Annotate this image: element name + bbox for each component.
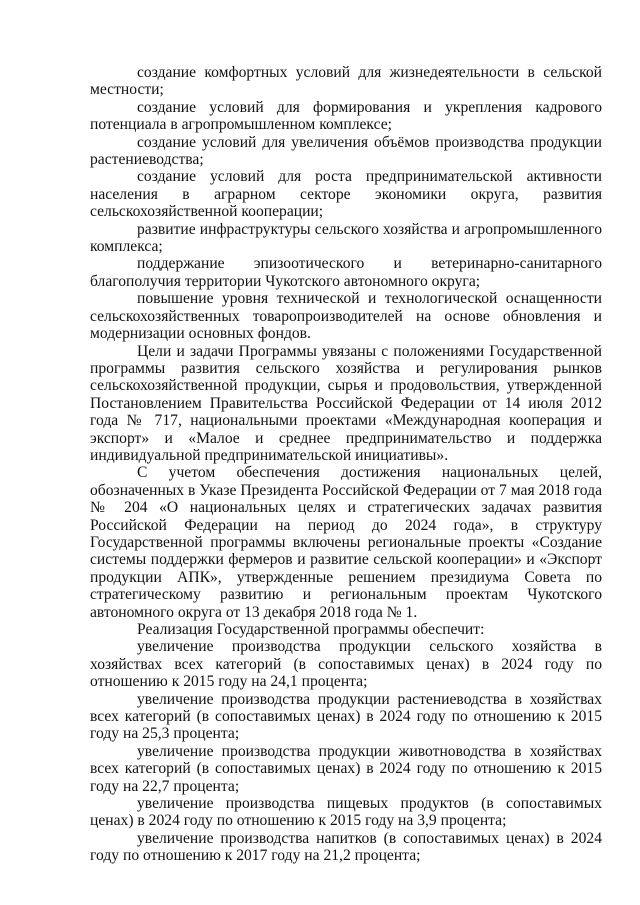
- paragraph-crop-production: создание условий для увеличения объёмов производства продукции растениеводства;: [90, 133, 602, 169]
- paragraph-agriculture-increase: увеличение производства продукции сельского хозяйства в хозяйствах всех категорий (в сопоставимых ценах) в 2024 году по отношению к 2015 году на 24,1 процента;: [90, 638, 602, 691]
- paragraph-veterinary: поддержание эпизоотического и ветеринарно-санитарного благополучия территории Чукотского автономного округа;: [90, 255, 602, 290]
- paragraph-entrepreneurship: создание условий для роста предпринимательской активности населения в аграрном секторе экономики округа, развития сельскохозяйственной кооперации;: [90, 168, 602, 221]
- paragraph-technical-equipment: повышение уровня технической и технологической оснащенности сельскохозяйственных товаропроизводителей на основе обновления и модернизации основных фондов.: [90, 290, 602, 343]
- paragraph-beverages-increase: увеличение производства напитков (в сопоставимых ценах) в 2024 году по отношению к 2017 году на 21,2 процента;: [90, 829, 602, 865]
- paragraph-personnel-potential: создание условий для формирования и укрепления кадрового потенциала в агропромышленном комплексе;: [90, 98, 602, 134]
- paragraph-food-increase: увеличение производства пищевых продуктов (в сопоставимых ценах) в 2024 году по отношению к 2015 году на 3,9 процента;: [90, 795, 602, 830]
- paragraph-infrastructure: развитие инфраструктуры сельского хозяйства и агропромышленного комплекса;: [90, 220, 602, 256]
- paragraph-implementation-intro: Реализация Государственной программы обеспечит:: [137, 621, 485, 638]
- document-body: [90, 64, 602, 865]
- paragraph-comfort-conditions: создание комфортных условий для жизнедеятельности в сельской местности;: [90, 64, 602, 99]
- paragraph-crop-increase: увеличение производства продукции растениеводства в хозяйствах всех категорий (в сопоставимых ценах) в 2024 году по отношению к 2015 году на 25,3 процента;: [90, 690, 602, 743]
- paragraph-goals-linked: Цели и задачи Программы увязаны с положениями Государственной программы развития сельского хозяйства и регулирования рынков сельскохозяйственной продукции, сырья и продовольствия, утвержденной Постановлением Правительства Российской Федерации от 14 июля 2012 года № 717, национальными проектами «Международная кооперация и экспорт» и «Малое и среднее предпринимательство и поддержка индивидуальной предпринимательской инициативы».: [90, 342, 602, 464]
- paragraph-livestock-increase: увеличение производства продукции животноводства в хозяйствах всех категорий (в сопоставимых ценах) в 2024 году по отношению к 2015 году на 22,7 процента;: [90, 742, 602, 795]
- paragraph-national-goals: С учетом обеспечения достижения национальных целей, обозначенных в Указе Президента Российской Федерации от 7 мая 2018 года № 204 «О национальных целях и стратегических задачах развития Российской Федерации на период до 2024 года», в структуру Государственной программы включены региональные проекты «Создание системы поддержки фермеров и развитие сельской кооперации» и «Экспорт продукции АПК», утвержденные решением президиума Совета по стратегическому развитию и региональным проектам Чукотского автономного округа от 13 декабря 2018 года № 1.: [90, 464, 602, 621]
